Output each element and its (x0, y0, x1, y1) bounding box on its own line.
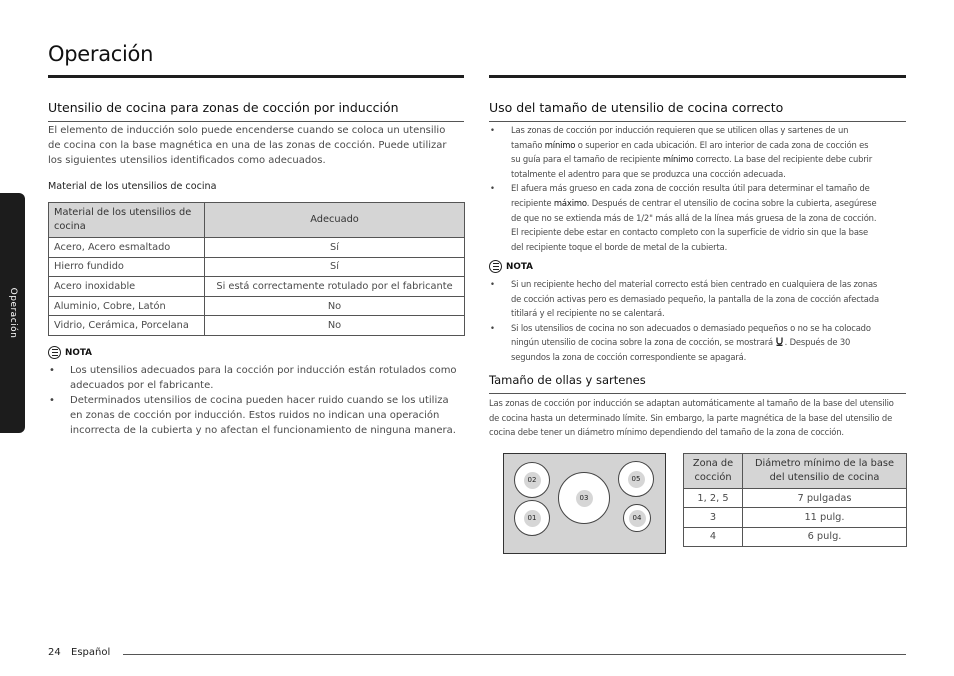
right-heading-rule (489, 121, 906, 122)
table-row (684, 489, 907, 508)
table-row (49, 257, 465, 277)
side-tab (0, 193, 25, 433)
zone-label: 05 (628, 471, 645, 488)
note-line: • Los utensilios adecuados para la cocción por inducción están rotulados como (70, 365, 457, 376)
note-line: • Determinados utensilios de cocina pueden hacer ruido cuando se los utiliza (70, 395, 449, 406)
list-item (48, 393, 468, 438)
text-run: correcto. La base del recipiente debe cubrir (693, 154, 873, 165)
table-row (49, 296, 465, 316)
text-run: tamaño (511, 139, 545, 150)
note-label: NOTA (506, 261, 533, 272)
note-icon (489, 260, 502, 273)
burner-05 (618, 461, 654, 497)
bullet-line (511, 138, 909, 153)
table-cell: Sí (205, 238, 465, 258)
text-run: o superior en cada ubicación. El aro interior de cada zona de cocción es (575, 139, 869, 150)
table-row (684, 527, 907, 546)
bullet-line: de que no se extienda más de 1/2" más allá de la línea más gruesa de la zona de cocción. (511, 212, 877, 223)
sub-text-line: de cocina hasta un determinado límite. Sin embargo, la parte magnética de la base del utensilio de (489, 412, 893, 423)
sub-text-line: Las zonas de cocción por inducción se adaptan automáticamente al tamaño de la base del utensilio (489, 398, 894, 408)
sub-heading: Tamaño de ollas y sartenes (489, 373, 646, 387)
note-line: incorrecta de la cubierta y no afectan el funcionamiento de ninguna manera. (70, 425, 456, 436)
sub-text (489, 396, 909, 440)
note-line: • Si los utensilios de cocina no son adecuados o demasiado pequeños o no se ha colocado (511, 322, 871, 333)
left-heading-rule (48, 121, 464, 122)
note-label: NOTA (65, 347, 92, 358)
bullet-line (511, 196, 909, 211)
note-line: en zonas de cocción por inducción. Estos ruidos no indican una operación (70, 410, 440, 421)
bullet-line: totalmente el adentro para que se produzca una cocción adecuada. (511, 168, 786, 179)
table-cell: 1, 2, 5 (684, 489, 743, 508)
note-icon (48, 346, 61, 359)
list-item (489, 181, 909, 254)
table-header: Adecuado (205, 203, 465, 238)
note-line: de cocción activas pero es demasiado pequeño, la pantalla de la zona de cocción afectada (511, 293, 879, 304)
page-title: Operación (48, 42, 154, 66)
zone-label: 01 (524, 510, 541, 527)
burner-01 (514, 500, 550, 536)
table-row (49, 277, 465, 297)
sub-text-line: cocina debe tener un diámetro mínimo dependiendo del tamaño de la zona de cocción. (489, 427, 844, 438)
list-item (489, 123, 909, 181)
page-number: 24 (48, 647, 61, 658)
text-run: su guía para el tamaño de recipiente (511, 154, 663, 165)
left-intro-line: los siguientes utensilios identificados como adecuados. (48, 155, 326, 166)
table-cell: No (205, 296, 465, 316)
pot-size-table (683, 453, 907, 547)
table-cell: Vidrio, Cerámica, Porcelana (49, 316, 205, 336)
u-display-icon (776, 336, 783, 345)
table-cell: Si está correctamente rotulado por el fabricante (205, 277, 465, 297)
bold-term: mínimo (544, 139, 576, 150)
table-cell: No (205, 316, 465, 336)
left-note-header (48, 346, 92, 359)
text-run: . Después de centrar el utensilio de cocina sobre la cubierta, asegúrese (586, 197, 877, 208)
right-bullet-list (489, 123, 909, 254)
side-tab-label: Operación (8, 287, 18, 339)
list-item (489, 321, 909, 365)
table-cell: Sí (205, 257, 465, 277)
table-row (49, 238, 465, 258)
left-intro (48, 123, 468, 168)
table-cell: Acero, Acero esmaltado (49, 238, 205, 258)
text-run: recipiente (511, 197, 554, 208)
footer-rule (123, 654, 906, 655)
zone-label: 04 (629, 510, 646, 527)
title-rule-left (48, 75, 464, 78)
table-cell: 4 (684, 527, 743, 546)
table-cell: Acero inoxidable (49, 277, 205, 297)
zone-label: 03 (576, 490, 593, 507)
cooktop-diagram (503, 453, 666, 554)
left-intro-line: de cocina con la base magnética en una de las zonas de cocción. Puede utilizar (48, 140, 447, 151)
bullet-line: del recipiente toque el borde de metal de la cubierta. (511, 241, 728, 252)
table-header: Zona de cocción (684, 454, 743, 489)
left-heading: Utensilio de cocina para zonas de cocción por inducción (48, 100, 399, 115)
burner-04 (623, 504, 651, 532)
left-note-list (48, 363, 468, 438)
bullet-line (511, 152, 909, 167)
table-cell: Hierro fundido (49, 257, 205, 277)
bullet-line: El recipiente debe estar en contacto completo con la superficie de vidrio sin que la base (511, 227, 869, 238)
list-item (48, 363, 468, 393)
bullet-line: • El afuera más grueso en cada zona de cocción resulta útil para determinar el tamaño de (511, 183, 870, 194)
zone-label: 02 (524, 472, 541, 489)
table-header-row (684, 454, 907, 489)
sub-heading-rule (489, 393, 906, 394)
table-caption: Material de los utensilios de cocina (48, 181, 217, 192)
table-cell: 7 pulgadas (743, 489, 907, 508)
note-line: adecuados por el fabricante. (70, 380, 214, 391)
burner-03 (558, 472, 610, 524)
materials-table (48, 202, 465, 336)
right-note-list (489, 277, 909, 365)
right-note-header (489, 260, 533, 273)
bullet-line: • Las zonas de cocción por inducción requieren que se utilicen ollas y sartenes de un (511, 125, 849, 135)
table-header-row (49, 203, 465, 238)
note-line (511, 335, 909, 350)
note-line: • Si un recipiente hecho del material correcto está bien centrado en cualquiera de las zonas (511, 279, 878, 289)
table-cell: 3 (684, 508, 743, 527)
table-cell: 6 pulg. (743, 527, 907, 546)
table-row (49, 316, 465, 336)
text-run: . Después de 30 (784, 337, 851, 348)
left-intro-line: El elemento de inducción solo puede encenderse cuando se coloca un utensilio (48, 125, 446, 136)
table-cell: Aluminio, Cobre, Latón (49, 296, 205, 316)
page-language: Español (71, 647, 111, 658)
text-run: ningún utensilio de cocina sobre la zona de cocción, se mostrará (511, 337, 776, 348)
table-header: Diámetro mínimo de la base del utensilio de cocina (743, 454, 907, 489)
table-cell: 11 pulg. (743, 508, 907, 527)
note-line: segundos la zona de cocción correspondiente se apagará. (511, 351, 747, 362)
title-rule-right (489, 75, 906, 78)
table-header: Material de los utensilios de cocina (49, 203, 205, 238)
burner-02 (514, 462, 550, 498)
right-heading: Uso del tamaño de utensilio de cocina correcto (489, 100, 784, 115)
list-item (489, 277, 909, 321)
bold-term: mínimo (662, 154, 694, 165)
bold-term: máximo (553, 197, 587, 208)
table-row (684, 508, 907, 527)
note-line: titilará y el recipiente no se calentará. (511, 308, 665, 319)
